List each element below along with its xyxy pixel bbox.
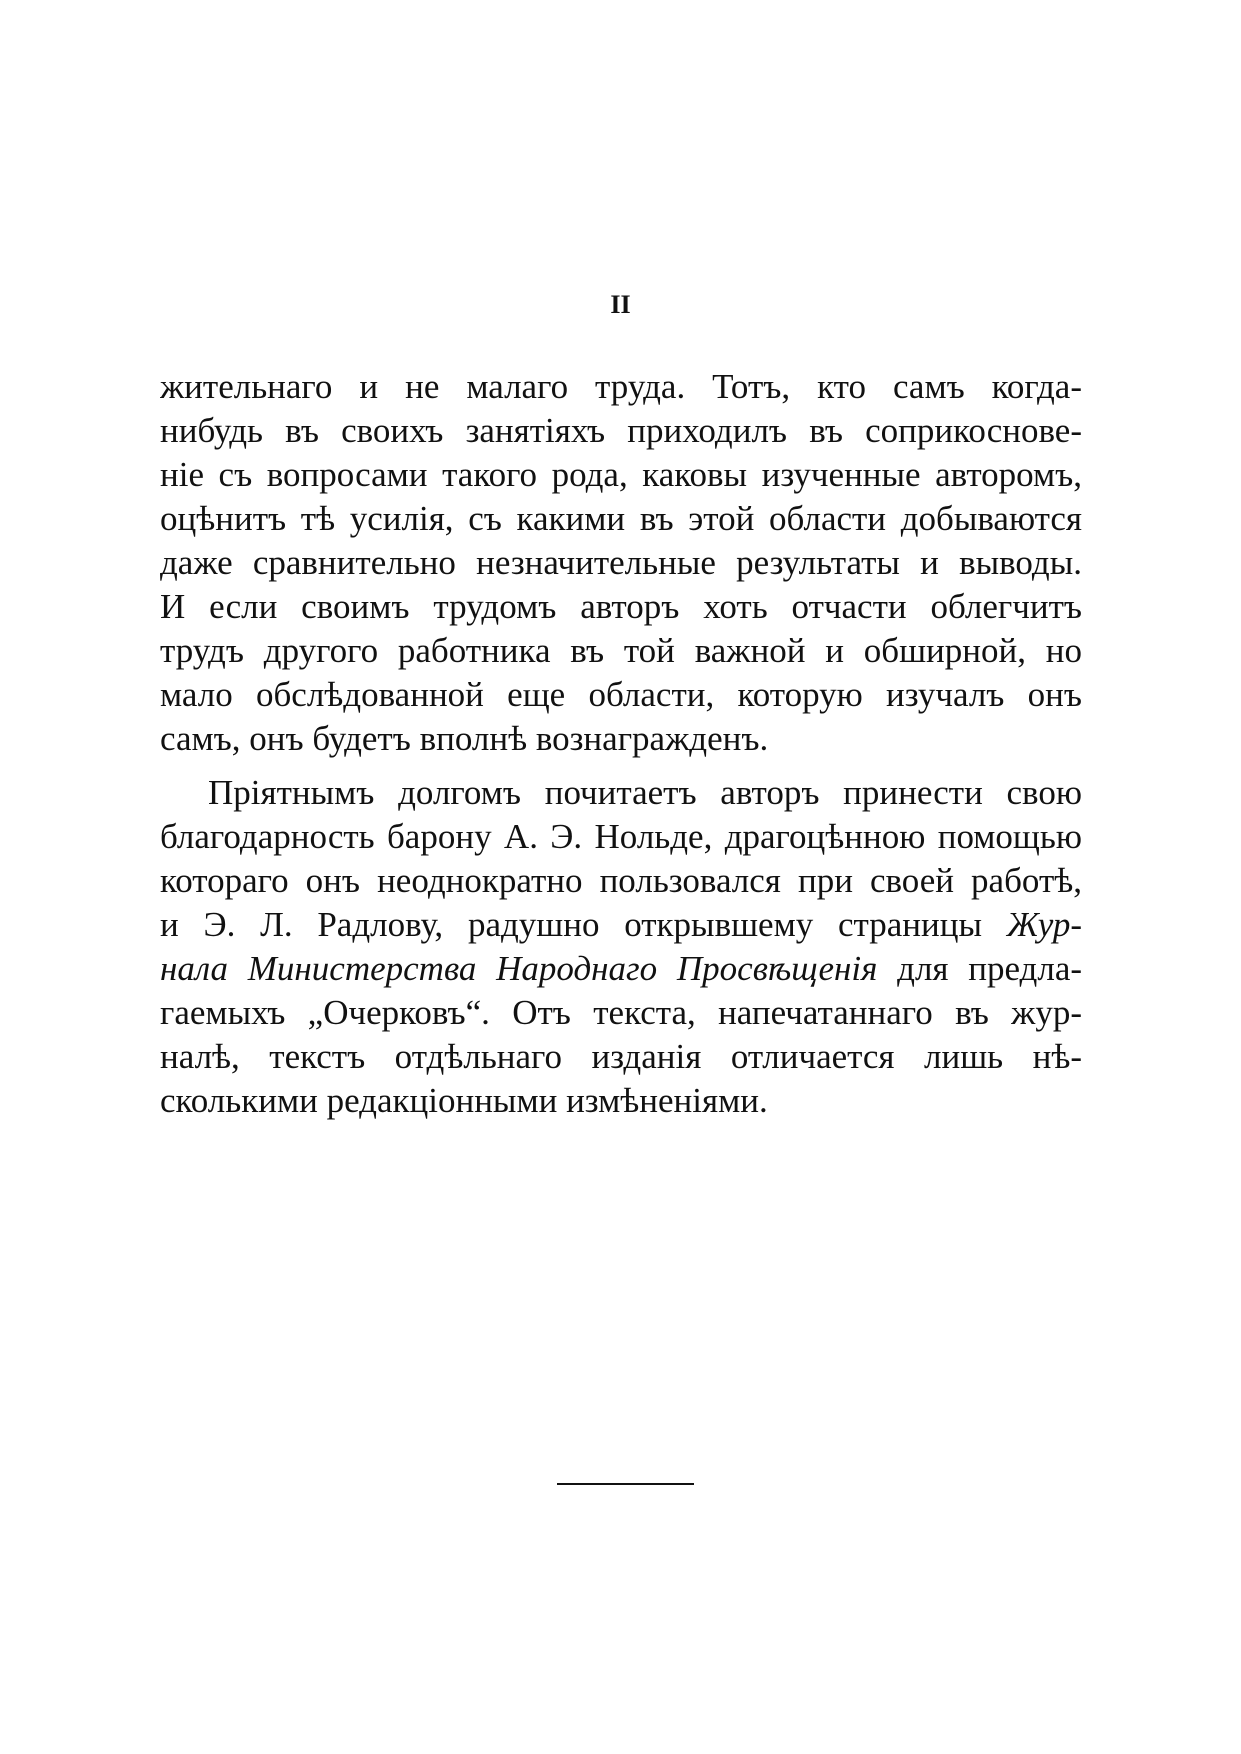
text-line: ніе съ вопросами такого рода, каковы изученные авторомъ, bbox=[160, 455, 1082, 494]
text-fragment: для предла- bbox=[877, 949, 1082, 988]
text-line: самъ, онъ будетъ вполнѣ вознагражденъ. bbox=[160, 719, 769, 758]
paragraph-2 bbox=[160, 771, 1082, 1123]
text-line: мало обслѣдованной еще области, которую изучалъ онъ bbox=[160, 675, 1082, 714]
text-line: оцѣнитъ тѣ усилія, съ какими въ этой области добываются bbox=[160, 499, 1082, 538]
text-line: Пріятнымъ долгомъ почитаетъ авторъ принести свою bbox=[208, 773, 1082, 812]
body-text bbox=[160, 365, 1082, 1123]
journal-title-italic: нала Министерства Народнаго Просвѣщенія bbox=[160, 949, 878, 988]
text-line: благодарность барону А. Э. Нольде, драгоцѣнною помощью bbox=[160, 817, 1082, 856]
text-line bbox=[160, 947, 1082, 991]
text-line: налѣ, текстъ отдѣльнаго изданія отличается лишь нѣ- bbox=[160, 1037, 1082, 1076]
text-line: трудъ другого работника въ той важной и обширной, но bbox=[160, 631, 1082, 670]
page-number: II bbox=[610, 290, 631, 319]
text-line bbox=[160, 903, 1082, 947]
text-line: И если своимъ трудомъ авторъ хоть отчасти облегчитъ bbox=[160, 587, 1082, 626]
text-line: котораго онъ неоднократно пользовался при своей работѣ, bbox=[160, 861, 1082, 900]
text-fragment: и Э. Л. Радлову, радушно открывшему страницы bbox=[160, 905, 1007, 944]
text-line: даже сравнительно незначительные результаты и выводы. bbox=[160, 543, 1082, 582]
text-line: нибудь въ своихъ занятіяхъ приходилъ въ соприкоснове- bbox=[160, 411, 1082, 450]
text-line: сколькими редакціонными измѣненіями. bbox=[160, 1081, 768, 1120]
journal-title-italic: Жур- bbox=[1006, 905, 1082, 944]
closing-rule-divider bbox=[557, 1483, 694, 1485]
text-line: жительнаго и не малаго труда. Тотъ, кто самъ когда- bbox=[160, 367, 1082, 406]
text-line: гаемыхъ „Очерковъ“. Отъ текста, напечатаннаго въ жур- bbox=[160, 993, 1082, 1032]
paragraph-1 bbox=[160, 365, 1082, 761]
